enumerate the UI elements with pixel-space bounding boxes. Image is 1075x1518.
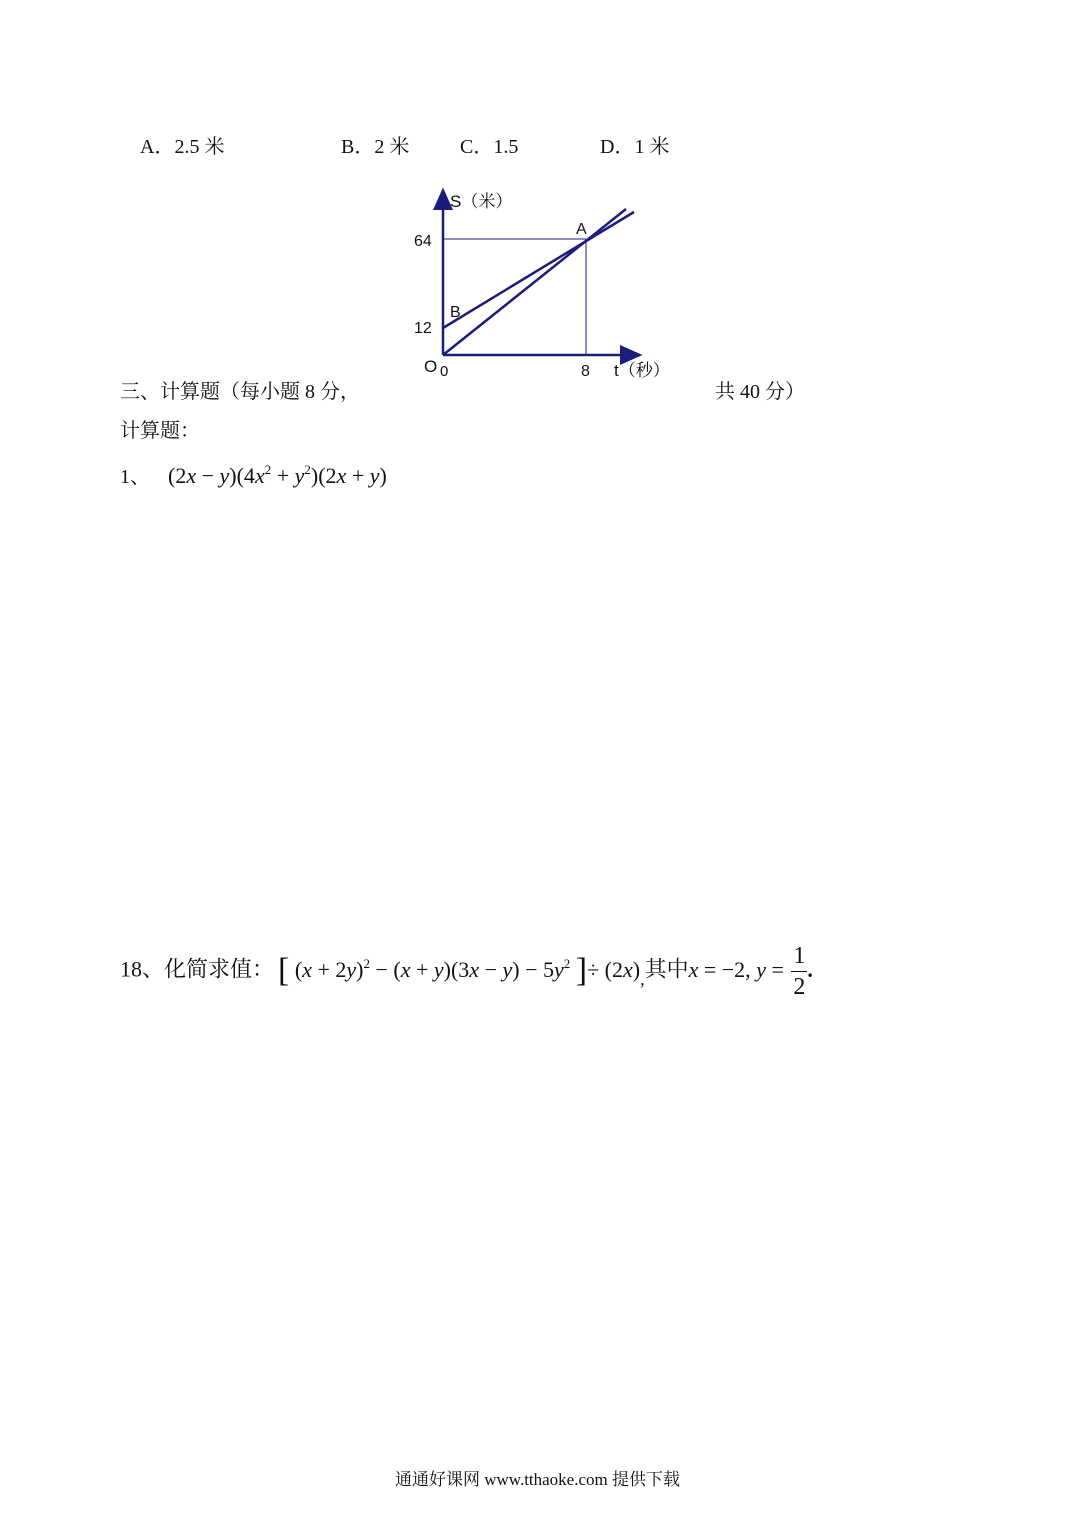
series-line-through-o [443, 209, 626, 355]
y-tick-64: 64 [414, 233, 432, 250]
footer-text: 通通好课网 www.tthaoke.com 提供下载 [394, 1470, 681, 1489]
y-tick-12: 12 [414, 320, 432, 337]
x-axis-label: t（秒） [614, 361, 670, 380]
problem-1-expression: $(2x - y)(4x^2 + y^2)(2x + y)$ [168, 462, 387, 488]
section-heading-left: 三、计算题（每小题 8 分， [120, 381, 360, 403]
option-c: C．1.5 [460, 136, 519, 158]
fraction-one-half: $\frac{1}{2}$ [793, 943, 806, 1000]
origin-label: O [424, 357, 438, 376]
x-tick-0: 0 [440, 363, 449, 380]
problem-18-label: 18、化简求值： [120, 956, 275, 982]
section-subheading: 计算题： [120, 420, 200, 442]
x-tick-8: 8 [581, 363, 590, 380]
series-line-through-b [443, 212, 634, 328]
point-b-label: B [450, 304, 461, 321]
problem-18 [120, 944, 813, 999]
problem-18-given-label: 其中 [644, 956, 689, 982]
option-a: A．2.5 米 [140, 136, 225, 158]
problem-1-number: 1、 [120, 466, 150, 488]
option-d: D．1 米 [600, 136, 670, 158]
option-b: B．2 米 [341, 136, 410, 158]
problem-18-condition: x = −2, y = $\frac{1}{2}$ . [688, 943, 813, 1000]
distance-time-graph [400, 180, 700, 390]
problem-18-expression: [ $(x + 2y)^2 - (x + y)(3x - y) - 5y^2$ ]÷ $(2x)_,$ [278, 951, 645, 989]
problem-1 [120, 460, 387, 489]
y-axis-label: S（米） [450, 192, 513, 211]
point-a-label: A [576, 221, 587, 238]
section-heading-right: 共 40 分） [715, 381, 805, 403]
